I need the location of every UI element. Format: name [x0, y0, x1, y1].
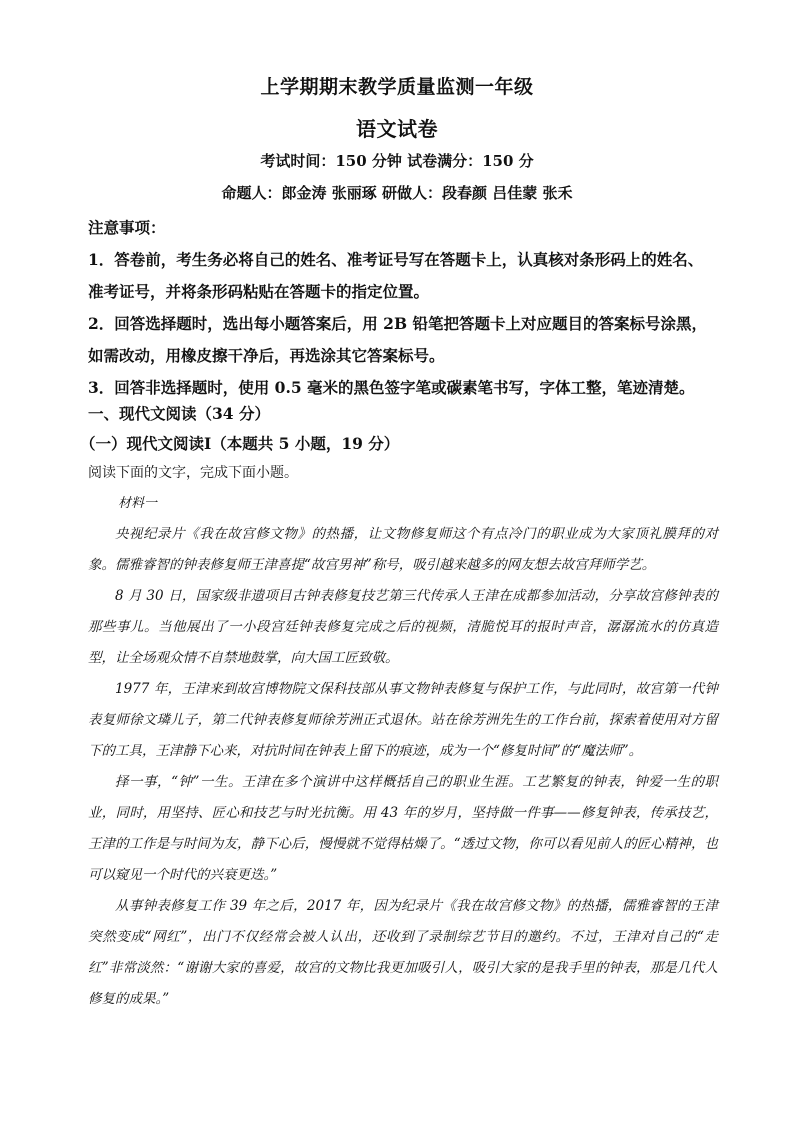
- material-label: 材料一: [118, 496, 158, 511]
- notes-item-2: 2．回答选择题时，选出每小题答案后，用 2B 铅笔把答题卡上对应题目的答案标号涂黑，如需改动，用橡皮擦干净后，再选涂其它答案标号。: [88, 314, 707, 365]
- reading-instruction: 阅读下面的文字，完成下面小题。: [88, 465, 298, 481]
- material-paragraph: 1977 年，王津来到故宫博物院文保科技部从事文物钟表修复与保护工作，与此同时，故宫第一代钟表复师徐文璘儿子，第二代钟表修复师徐芳洲正式退休。站在徐芳洲先生的工作台前，探索着使用对方留下的工具，王津静下心来，对抗时间在钟表上留下的痕迹，成为一个“修复时间”的“魔法师”。: [88, 681, 718, 759]
- notes-block: [88, 212, 718, 404]
- exam-authors: 命题人：郎金涛 张丽琢 研做人：段春颜 吕佳蒙 张禾: [221, 184, 573, 202]
- material-paragraph: 从事钟表修复工作 39 年之后，2017 年，因为纪录片《我在故宫修文物》的热播，儒雅睿智的王津突然变成“网红”，出门不仅经常会被人认出，还收到了录制综艺节目的邀约。不过，王津对自己的“走红”非常淡然：“谢谢大家的喜爱，故宫的文物比我更加吸引人，吸引大家的是我手里的钟表，那是几代人修复的成果。”: [88, 898, 718, 1007]
- material-body: [88, 519, 718, 1015]
- material-paragraph: 央视纪录片《我在故宫修文物》的热播，让文物修复师这个有点冷门的职业成为大家顶礼膜拜的对象。儒雅睿智的钟表修复师王津喜提“故宫男神”称号，吸引越来越多的网友想去故宫拜师学艺。: [88, 526, 718, 573]
- exam-subject: 语文试卷: [356, 117, 438, 141]
- section-heading-part1-sub1: （一）现代文阅读Ⅰ（本题共 5 小题，19 分）: [80, 434, 400, 453]
- notes-item-1: 1．答卷前，考生务必将自己的姓名、准考证号写在答题卡上，认真核对条形码上的姓名、准考证号，并将条形码粘贴在答题卡的指定位置。: [88, 250, 704, 301]
- notes-heading: 注意事项：: [88, 218, 166, 237]
- material-paragraph: 择一事，“钟”一生。王津在多个演讲中这样概括自己的职业生涯。工艺繁复的钟表，钟爱一生的职业，同时，用坚持、匠心和技艺与时光抗衡。用 43 年的岁月，坚持做一件事——修复钟表，传承技艺，王津的工作是与时间为友，静下心后，慢慢就不觉得枯燥了。“透过文物，你可以看见前人的匠心精神，也可以窥见一个时代的兴衰更迭。”: [88, 774, 718, 883]
- exam-info: 考试时间：150 分钟 试卷满分：150 分: [260, 152, 534, 170]
- section-heading-part1: 一、现代文阅读（34 分）: [88, 404, 270, 423]
- notes-item-3: 3．回答非选择题时，使用 0.5 毫米的黑色签字笔或碳素笔书写，字体工整，笔迹清楚。: [88, 378, 695, 397]
- material-paragraph: 8 月 30 日，国家级非遗项目古钟表修复技艺第三代传承人王津在成都参加活动，分享故宫修钟表的那些事儿。当他展出了一小段宫廷钟表修复完成之后的视频，清脆悦耳的报时声音，潺潺流水的仿真造型，让全场观众情不自禁地鼓掌，向大国工匠致敬。: [88, 588, 718, 666]
- exam-title: 上学期期末教学质量监测一年级: [260, 76, 534, 98]
